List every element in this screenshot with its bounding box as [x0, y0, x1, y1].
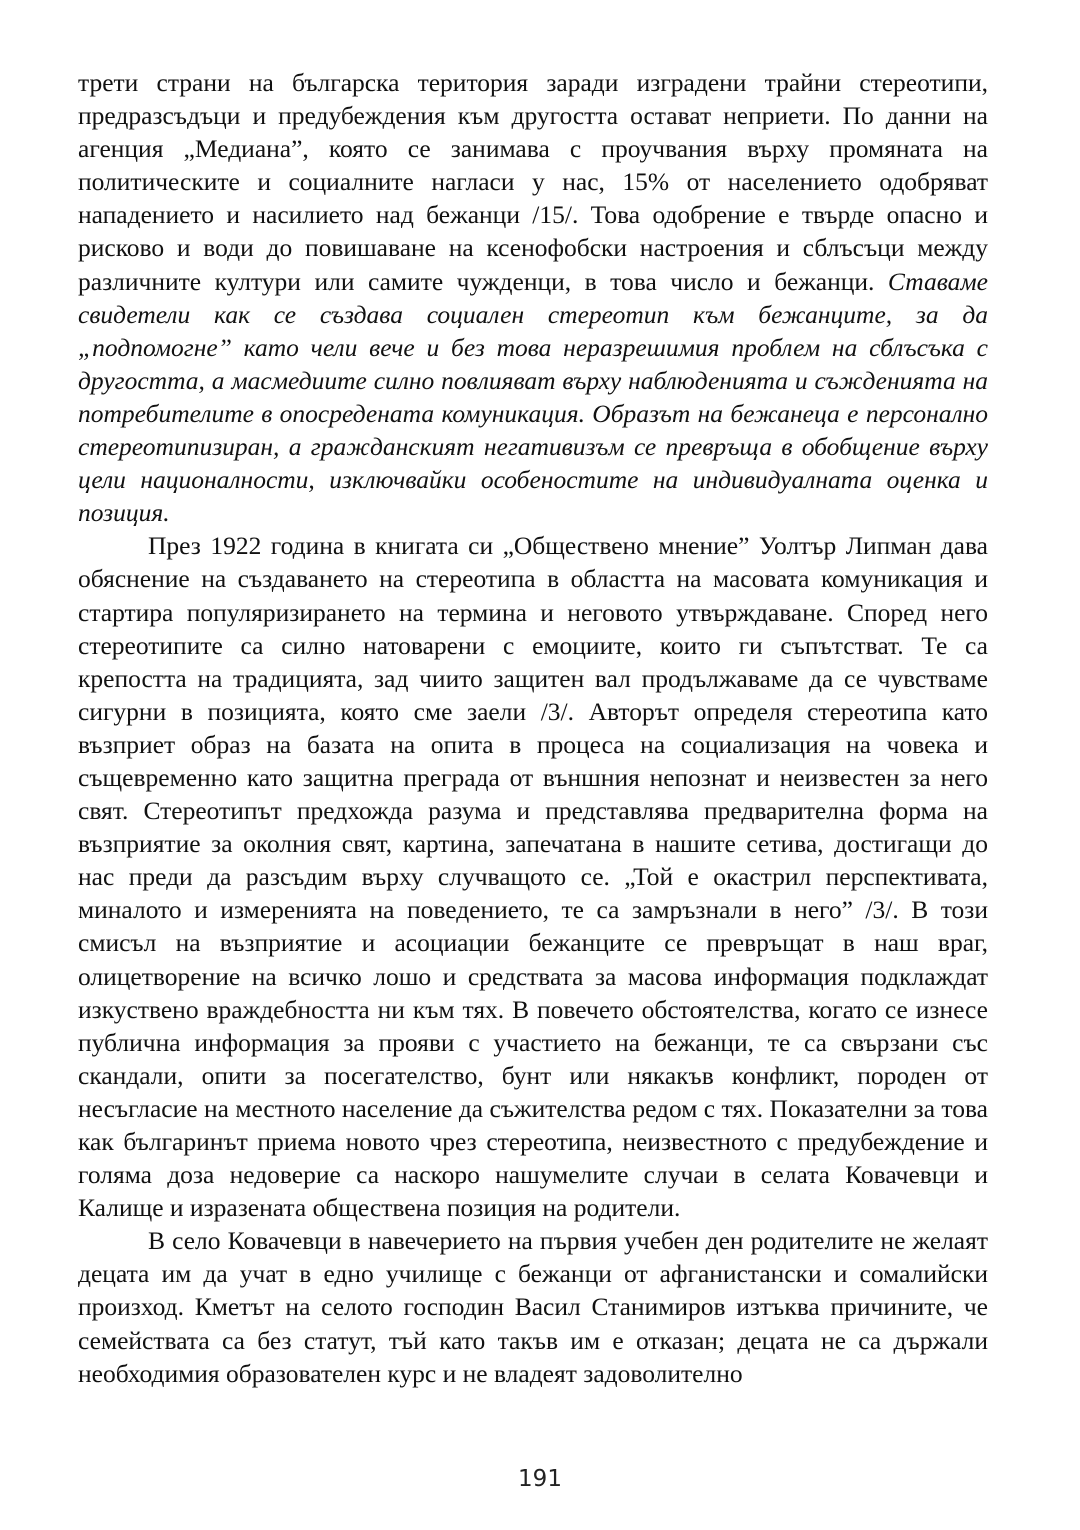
paragraph-1 — [78, 66, 988, 529]
paragraph-1-text: трети страни на българска територия заради изградени трайни стереотипи, предразсъдъци и предубеждения към другостта остават неприети. По данни на агенция „Медиана”, която се занимава с проучвания върху промяната на политическите и социалните нагласи у нас, 15% от населението одобряват нападението и насилието над бежанци /15/. Това одобрение е твърде опасно и рисково и води до повишаване на ксенофобски настроения и сблъсъци между различните култури или самите чужденци, в това число и бежанци. — [78, 68, 988, 296]
paragraph-2: През 1922 година в книгата си „Обществено мнение” Уолтър Липман дава обяснение на създаването на стереотипа в областта на масовата комуникация и стартира популяризирането на термина и неговото утвърждаване. Според него стереотипите са силно натоварени с емоциите, които ги съпътстват. Те са крепостта на традицията, зад чиито защитен вал продължаваме да се чувстваме сигурни в позицията, която сме заели /3/. Авторът определя стереотипа като възприет образ на базата на опита в процеса на социализация на човека и същевременно като защитна преграда от външния непознат и неизвестен за него свят. Стереотипът предхожда разума и представлява предварителна форма на възприятие за околния свят, картина, запечатана в нашите сетива, достигащи до нас преди да разсъдим върху случващото се. „Той е окастрил перспективата, миналото и измеренията на поведението, те са замръзнали в него” /3/. В този смисъл на възприятие и асоциации бежанците се превръщат в наш враг, олицетворение на всичко лошо и средствата за масова информация подклаждат изкуствено враждебността ни към тях. В повечето обстоятелства, когато се изнесе публична информация за прояви с участието на бежанци, те са свързани със скандали, опити за посегателство, бунт или някакъв конфликт, породен от несъгласие на местното население да съжителства редом с тях. Показателни за това как българинът приема новото чрез стереотипа, неизвестното с предубеждение и голяма доза недоверие са наскоро нашумелите случаи в селата Ковачевци и Калище и изразената обществена позиция на родители. — [78, 531, 988, 1223]
page-number: 191 — [518, 1466, 562, 1492]
paragraph-1-italic: Ставаме свидетели как се създава социален стереотип към бежанците, за да „подпомогне” като чели вече и без това неразрешимия проблем на сблъсъка с другостта, а масмедиите силно повлияват върху наблюденията и съжденията на потребителите в опосредената комуникация. Образът на бежанеца е персонално стереотипизиран, а гражданският негативизъм се превръща в обобщение върху цели националности, изключвайки особеностите на индивидуалната оценка и позиция. — [78, 266, 989, 528]
body-text — [78, 66, 988, 1390]
paragraph-3: В село Ковачевци в навечерието на първия учебен ден родителите не желаят децата им да учат в едно училище с бежанци от афганистански и сомалийски произход. Кметът на селото господин Васил Станимиров изтъква причините, че семействата са без статут, тъй като такъв им е отказан; децата не са държали необходимия образователен курс и не владеят задоволително — [78, 1226, 988, 1388]
